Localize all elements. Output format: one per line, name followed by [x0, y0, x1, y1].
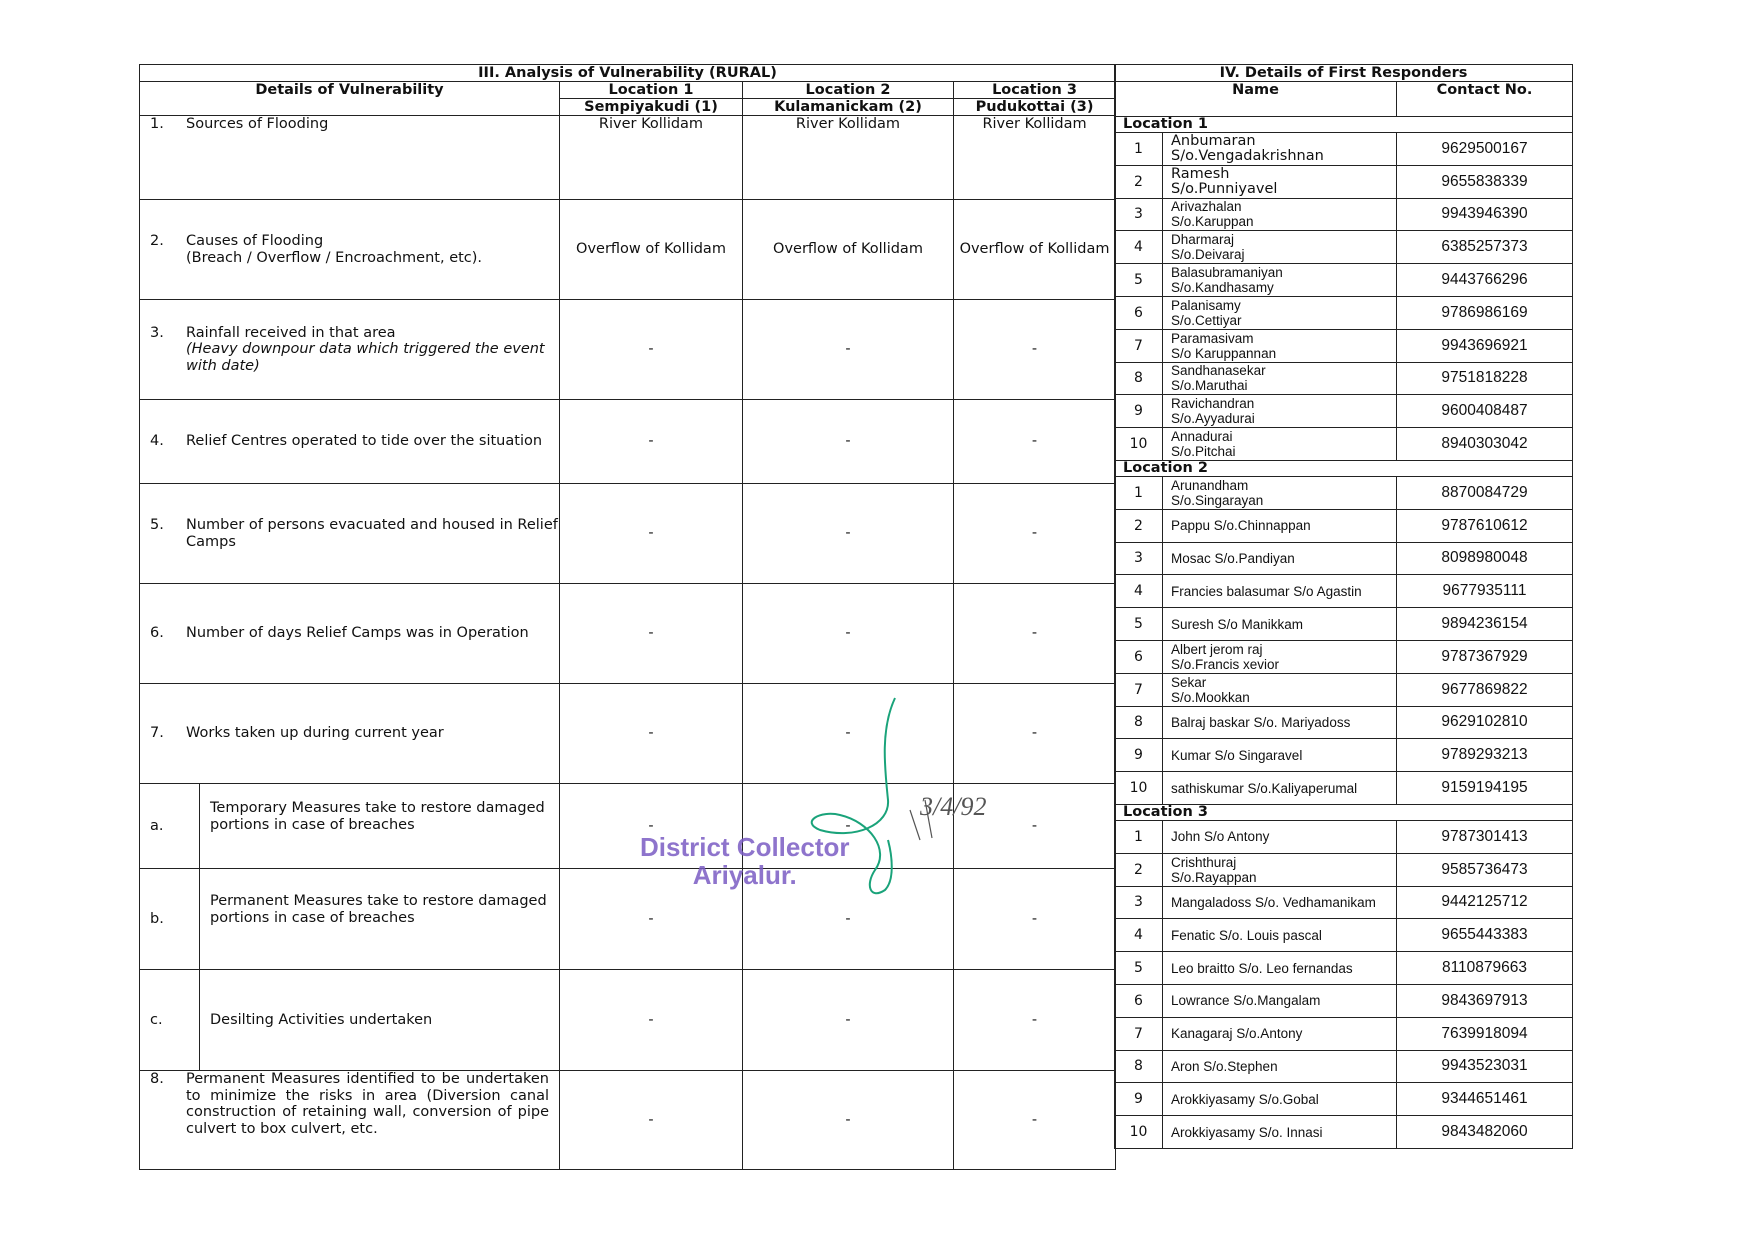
first-responders-table	[1114, 64, 1573, 1149]
responder-name	[1163, 1083, 1397, 1116]
responder-name-line: Mangaladoss S/o. Vedhamanikam	[1171, 894, 1376, 910]
responder-serial: 9	[1115, 739, 1163, 772]
row-number: 5.	[150, 517, 164, 533]
location-1-place: Sempiyakudi (1)	[560, 99, 743, 116]
responder-phone: 9786986169	[1397, 296, 1573, 329]
cell-value: Overflow of Kollidam	[954, 200, 1116, 300]
responder-phone: 9843482060	[1397, 1116, 1573, 1149]
cell-value: -	[560, 300, 743, 400]
responder-serial: 5	[1115, 952, 1163, 985]
responder-serial: 1	[1115, 476, 1163, 509]
table-row	[140, 400, 1116, 484]
responder-row	[1115, 673, 1573, 706]
responder-serial: 6	[1115, 984, 1163, 1017]
table-row	[140, 200, 1116, 300]
responder-row	[1115, 952, 1573, 985]
responder-name-line: Palanisamy	[1171, 297, 1241, 313]
cell-value: River Kollidam	[743, 116, 954, 200]
responder-row	[1115, 395, 1573, 428]
responder-parent-line: S/o.Kandhasamy	[1171, 280, 1274, 296]
responder-row	[1115, 428, 1573, 461]
responder-row	[1115, 542, 1573, 575]
responder-row	[1115, 853, 1573, 886]
vulnerability-title: III. Analysis of Vulnerability (RURAL)	[140, 65, 1116, 82]
responder-parent-line: S/o.Francis xevior	[1171, 656, 1280, 672]
cell-value: -	[954, 484, 1116, 584]
responder-phone: 9787301413	[1397, 820, 1573, 853]
cell-value: -	[743, 400, 954, 484]
responder-name-line: Francies balasumar S/o Agastin	[1171, 583, 1362, 599]
responder-phone: 8098980048	[1397, 542, 1573, 575]
row-text: Number of days Relief Camps was in Operation	[186, 625, 529, 642]
responder-row	[1115, 165, 1573, 198]
cell-value: Overflow of Kollidam	[560, 200, 743, 300]
responder-name-line: Balraj baskar S/o. Mariyadoss	[1171, 714, 1351, 730]
responder-phone: 9443766296	[1397, 264, 1573, 297]
responder-row	[1115, 640, 1573, 673]
responder-serial: 9	[1115, 395, 1163, 428]
responder-serial: 6	[1115, 640, 1163, 673]
location-group-row	[1115, 117, 1573, 133]
responder-name-line: Leo braitto S/o. Leo fernandas	[1171, 960, 1353, 976]
row-text: Rainfall received in that area	[186, 324, 396, 341]
responder-name	[1163, 640, 1397, 673]
responder-phone: 9943523031	[1397, 1050, 1573, 1083]
responder-name	[1163, 428, 1397, 461]
responder-name-line: sathiskumar S/o.Kaliyaperumal	[1171, 780, 1358, 796]
cell-value: -	[560, 970, 743, 1071]
responder-row	[1115, 886, 1573, 919]
responder-name	[1163, 1050, 1397, 1083]
responder-row	[1115, 1017, 1573, 1050]
row-number: 8.	[150, 1071, 164, 1087]
responder-phone: 8110879663	[1397, 952, 1573, 985]
cell-value: -	[743, 784, 954, 869]
signature-mark	[760, 690, 1060, 920]
cell-value: -	[954, 300, 1116, 400]
row-text: Relief Centres operated to tide over the situation	[186, 433, 543, 450]
contact-header: Contact No.	[1397, 82, 1573, 117]
cell-value: -	[743, 584, 954, 684]
responder-name	[1163, 264, 1397, 297]
table-row	[140, 116, 1116, 200]
responder-row	[1115, 362, 1573, 395]
responder-name-line: Kanagaraj S/o.Antony	[1171, 1026, 1303, 1042]
responder-phone: 9943946390	[1397, 198, 1573, 231]
location-group-row	[1115, 804, 1573, 820]
responder-parent-line: S/o.Rayappan	[1171, 869, 1257, 885]
location-3-header: Location 3	[954, 82, 1116, 99]
responder-serial: 7	[1115, 329, 1163, 362]
location-group-label: Location 1	[1115, 117, 1573, 133]
responder-name-line: Crishthuraj	[1171, 854, 1237, 870]
name-header: Name	[1115, 82, 1397, 117]
table-row	[140, 1071, 1116, 1170]
row-text: Desilting Activities undertaken	[210, 1012, 433, 1028]
responder-name-line: John S/o Antony	[1171, 829, 1270, 845]
responder-row	[1115, 1050, 1573, 1083]
responder-phone: 9344651461	[1397, 1083, 1573, 1116]
location-3-place: Pudukottai (3)	[954, 99, 1116, 116]
cell-value: -	[560, 400, 743, 484]
cell-value: -	[954, 1071, 1116, 1170]
responder-parent-line: S/o.Punniyavel	[1171, 180, 1278, 197]
responder-serial: 10	[1115, 1116, 1163, 1149]
responder-parent-line: S/o.Maruthai	[1171, 378, 1248, 394]
responder-name-line: Ramesh	[1171, 165, 1230, 182]
responder-row	[1115, 984, 1573, 1017]
responder-serial: 2	[1115, 165, 1163, 198]
responder-phone: 9629500167	[1397, 133, 1573, 166]
responder-name	[1163, 919, 1397, 952]
responder-name-line: Fenatic S/o. Louis pascal	[1171, 927, 1322, 943]
responder-name-line: Aron S/o.Stephen	[1171, 1058, 1278, 1074]
responder-parent-line: S/o.Karuppan	[1171, 214, 1254, 230]
cell-value: -	[743, 869, 954, 970]
row-text: Permanent Measures take to restore damaged portions in case of breaches	[210, 893, 547, 926]
responder-serial: 10	[1115, 772, 1163, 805]
responder-row	[1115, 476, 1573, 509]
responder-phone: 9585736473	[1397, 853, 1573, 886]
responder-name-line: Anbumaran	[1171, 132, 1256, 149]
responder-parent-line: S/o.Ayyadurai	[1171, 411, 1255, 427]
cell-value: -	[743, 970, 954, 1071]
responder-serial: 8	[1115, 706, 1163, 739]
cell-value: -	[743, 300, 954, 400]
responder-serial: 8	[1115, 362, 1163, 395]
responder-serial: 8	[1115, 1050, 1163, 1083]
responder-name-line: Pappu S/o.Chinnappan	[1171, 518, 1311, 534]
row-number: 6.	[150, 625, 164, 642]
responder-name	[1163, 329, 1397, 362]
stamp-line-1: District Collector	[640, 832, 850, 862]
responder-name	[1163, 886, 1397, 919]
responder-parent-line: S/o.Vengadakrishnan	[1171, 147, 1324, 164]
responder-name	[1163, 853, 1397, 886]
responder-parent-line: S/o.Mookkan	[1171, 689, 1250, 705]
row-number: c.	[140, 970, 200, 1070]
vulnerability-table	[139, 64, 1116, 1170]
row-number: b.	[140, 869, 200, 969]
responder-name	[1163, 739, 1397, 772]
responder-name-line: Dharmaraj	[1171, 232, 1235, 248]
responder-name	[1163, 706, 1397, 739]
responder-name	[1163, 509, 1397, 542]
responder-row	[1115, 575, 1573, 608]
responder-row	[1115, 608, 1573, 641]
location-group-row	[1115, 460, 1573, 476]
responder-serial: 4	[1115, 575, 1163, 608]
cell-value: -	[560, 484, 743, 584]
responder-name-line: Albert jerom raj	[1171, 641, 1263, 657]
responder-name-line: Paramasivam	[1171, 330, 1254, 346]
cell-value: -	[743, 484, 954, 584]
cell-value: -	[954, 869, 1116, 970]
responder-phone: 6385257373	[1397, 231, 1573, 264]
responder-name	[1163, 133, 1397, 166]
responder-serial: 3	[1115, 886, 1163, 919]
responder-row	[1115, 1083, 1573, 1116]
responder-name	[1163, 476, 1397, 509]
responder-row	[1115, 772, 1573, 805]
responder-phone: 8940303042	[1397, 428, 1573, 461]
cell-value: -	[743, 1071, 954, 1170]
table-row	[140, 970, 1116, 1071]
cell-value: -	[954, 584, 1116, 684]
responder-name-line: Annadurai	[1171, 429, 1233, 445]
cell-value: -	[954, 684, 1116, 784]
responder-name	[1163, 575, 1397, 608]
responder-serial: 5	[1115, 264, 1163, 297]
row-text: Number of persons evacuated and housed in Relief Camps	[186, 517, 558, 550]
responder-serial: 9	[1115, 1083, 1163, 1116]
responder-serial: 1	[1115, 820, 1163, 853]
row-text: Permanent Measures identified to be undertaken to minimize the risks in area (Diversion canal construction of retaining wall, conversion of pipe culvert to box culvert, etc.	[186, 1071, 549, 1137]
responder-name-line: Balasubramaniyan	[1171, 265, 1283, 281]
location-group-label: Location 2	[1115, 460, 1573, 476]
row-number: a.	[140, 784, 200, 868]
responder-name-line: Suresh S/o Manikkam	[1171, 616, 1304, 632]
cell-value: -	[954, 400, 1116, 484]
cell-value: -	[743, 684, 954, 784]
responder-serial: 10	[1115, 428, 1163, 461]
details-header: Details of Vulnerability	[140, 82, 560, 116]
responder-row	[1115, 264, 1573, 297]
responder-parent-line: S/o.Deivaraj	[1171, 247, 1245, 263]
row-number: 4.	[150, 433, 164, 450]
row-number: 3.	[150, 324, 164, 341]
cell-value: -	[954, 784, 1116, 869]
row-number: 7.	[150, 725, 164, 742]
cell-value: River Kollidam	[560, 116, 743, 200]
responder-serial: 6	[1115, 296, 1163, 329]
responder-phone: 8870084729	[1397, 476, 1573, 509]
responder-phone: 9677935111	[1397, 575, 1573, 608]
responder-phone: 9159194195	[1397, 772, 1573, 805]
responder-name	[1163, 772, 1397, 805]
responder-serial: 2	[1115, 509, 1163, 542]
responder-serial: 5	[1115, 608, 1163, 641]
row-subtext: (Breach / Overflow / Encroachment, etc).	[186, 249, 483, 266]
responder-phone: 7639918094	[1397, 1017, 1573, 1050]
responder-phone: 9751818228	[1397, 362, 1573, 395]
responder-serial: 3	[1115, 542, 1163, 575]
cell-value: -	[954, 970, 1116, 1071]
responder-name	[1163, 198, 1397, 231]
responder-name	[1163, 362, 1397, 395]
signature-date: 3/4/92	[920, 792, 987, 821]
row-text: Temporary Measures take to restore damaged portions in case of breaches	[210, 800, 545, 833]
responder-serial: 3	[1115, 198, 1163, 231]
responder-serial: 1	[1115, 133, 1163, 166]
responder-parent-line: S/o.Pitchai	[1171, 444, 1236, 460]
location-2-place: Kulamanickam (2)	[743, 99, 954, 116]
responder-name	[1163, 1017, 1397, 1050]
cell-value: -	[560, 1071, 743, 1170]
responder-name-line: Arokkiyasamy S/o. Innasi	[1171, 1124, 1323, 1140]
table-row	[140, 584, 1116, 684]
responders-title: IV. Details of First Responders	[1115, 65, 1573, 82]
responder-phone: 9787367929	[1397, 640, 1573, 673]
location-1-header: Location 1	[560, 82, 743, 99]
cell-value: -	[560, 684, 743, 784]
row-subtext: (Heavy downpour data which triggered the event with date)	[186, 341, 545, 374]
responder-phone: 9600408487	[1397, 395, 1573, 428]
cell-value: River Kollidam	[954, 116, 1116, 200]
cell-value: Overflow of Kollidam	[743, 200, 954, 300]
responder-row	[1115, 231, 1573, 264]
location-group-label: Location 3	[1115, 804, 1573, 820]
responder-row	[1115, 739, 1573, 772]
responder-name	[1163, 952, 1397, 985]
responder-parent-line: S/o.Cettiyar	[1171, 312, 1242, 328]
responder-name	[1163, 296, 1397, 329]
responder-name	[1163, 820, 1397, 853]
responder-phone: 9629102810	[1397, 706, 1573, 739]
responder-serial: 4	[1115, 231, 1163, 264]
responder-row	[1115, 706, 1573, 739]
responder-name-line: Arokkiyasamy S/o.Gobal	[1171, 1091, 1319, 1107]
row-text: Sources of Flooding	[186, 116, 329, 132]
row-number: 2.	[150, 233, 164, 249]
responder-name-line: Sekar	[1171, 674, 1207, 690]
responder-phone: 9655838339	[1397, 165, 1573, 198]
responder-name	[1163, 1116, 1397, 1149]
responder-serial: 7	[1115, 1017, 1163, 1050]
responder-name-line: Kumar S/o Singaravel	[1171, 747, 1303, 763]
responder-serial: 7	[1115, 673, 1163, 706]
responder-serial: 4	[1115, 919, 1163, 952]
responder-row	[1115, 329, 1573, 362]
row-number: 1.	[150, 116, 164, 132]
responder-row	[1115, 296, 1573, 329]
stamp-line-2: Ariyalur.	[692, 860, 797, 890]
responder-name	[1163, 542, 1397, 575]
responder-name-line: Arunandham	[1171, 477, 1249, 493]
location-2-header: Location 2	[743, 82, 954, 99]
cell-value: -	[560, 869, 743, 970]
responder-phone: 9677869822	[1397, 673, 1573, 706]
responder-phone: 9843697913	[1397, 984, 1573, 1017]
responder-name-line: Arivazhalan	[1171, 199, 1242, 215]
responder-name-line: Lowrance S/o.Mangalam	[1171, 993, 1321, 1009]
responder-phone: 9442125712	[1397, 886, 1573, 919]
responder-row	[1115, 919, 1573, 952]
responder-phone: 9894236154	[1397, 608, 1573, 641]
responder-phone: 9789293213	[1397, 739, 1573, 772]
responder-phone: 9943696921	[1397, 329, 1573, 362]
responder-name	[1163, 165, 1397, 198]
responder-serial: 2	[1115, 853, 1163, 886]
cell-value: -	[560, 584, 743, 684]
responder-name	[1163, 673, 1397, 706]
responder-phone: 9655443383	[1397, 919, 1573, 952]
table-row	[140, 484, 1116, 584]
responder-name-line: Ravichandran	[1171, 396, 1255, 412]
responder-parent-line: S/o Karuppannan	[1171, 345, 1277, 361]
responder-row	[1115, 198, 1573, 231]
table-row	[140, 300, 1116, 400]
responder-phone: 9787610612	[1397, 509, 1573, 542]
row-text: Causes of Flooding	[186, 233, 324, 249]
responder-name	[1163, 608, 1397, 641]
responder-name	[1163, 395, 1397, 428]
responder-name	[1163, 984, 1397, 1017]
responder-row	[1115, 820, 1573, 853]
responder-name	[1163, 231, 1397, 264]
responder-name-line: Mosac S/o.Pandiyan	[1171, 550, 1295, 566]
responder-row	[1115, 509, 1573, 542]
responder-row	[1115, 133, 1573, 166]
responder-row	[1115, 1116, 1573, 1149]
row-text: Works taken up during current year	[186, 725, 444, 742]
responder-name-line: Sandhanasekar	[1171, 363, 1266, 379]
responder-parent-line: S/o.Singarayan	[1171, 492, 1264, 508]
cell-value: -	[560, 784, 743, 869]
